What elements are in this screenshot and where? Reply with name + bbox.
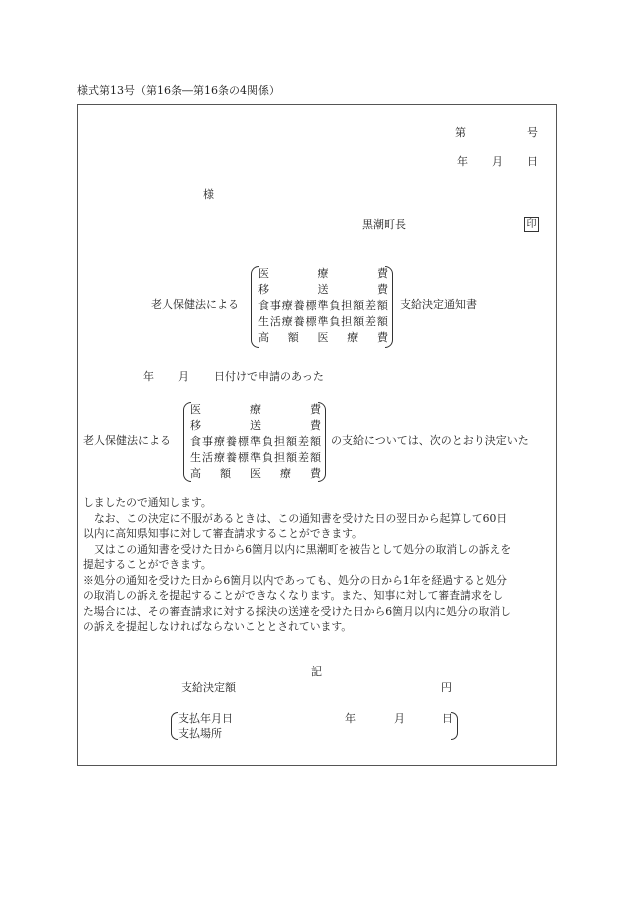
recipient-honorific: 様: [203, 188, 214, 201]
body-line: しましたので通知します。: [83, 496, 212, 509]
number-prefix: 第: [455, 126, 466, 139]
note-line: ※処分の通知を受けた日から6箇月以内であっても、処分の日から1年を経過すると処分: [83, 573, 507, 587]
amount-unit: 円: [441, 681, 452, 694]
date-year: 年: [457, 155, 468, 168]
decision-suffix: の支給については、次のとおり決定いた: [331, 434, 529, 447]
note-line: の取消しの訴えを提起することができなくなります。また、知事に対して審査請求をし: [83, 589, 504, 602]
decision-item: 高 額 医 療 費: [190, 467, 321, 480]
body-line: 以内に高知県知事に対して審査請求することができます。: [83, 527, 363, 540]
decision-item: 食 事 療 養 標 準 負 担 額 差 額: [190, 435, 321, 448]
body-line: 提起することができます。: [83, 558, 212, 571]
title-item: 移 送 費: [258, 283, 388, 296]
amount-label: 支給決定額: [181, 681, 236, 694]
payment-day: 日: [442, 712, 453, 725]
payment-place-label: 支払場所: [178, 727, 222, 740]
date-day: 日: [527, 155, 538, 168]
decision-item: 生 活 療 養 標 準 負 担 額 差 額: [190, 451, 321, 464]
decision-item: 医 療 費: [190, 403, 321, 416]
seal-stamp: 印: [524, 217, 539, 232]
title-item: 生 活 療 養 標 準 負 担 額 差 額: [258, 315, 388, 328]
decision-prefix: 老人保健法による: [83, 434, 171, 447]
title-suffix: 支給決定通知書: [400, 298, 477, 311]
title-item: 医 療 費: [258, 267, 388, 280]
title-item: 食 事 療 養 標 準 負 担 額 差 額: [258, 299, 388, 312]
payment-year: 年: [345, 712, 356, 725]
payment-month: 月: [394, 712, 405, 725]
note-line: た場合には、その審査請求に対する採決の送達を受けた日から6箇月以内に処分の取消し: [83, 604, 511, 618]
date-month: 月: [492, 155, 503, 168]
payment-date-label: 支払年月日: [178, 712, 233, 725]
body-text: [83, 495, 553, 635]
application-text: 日付けで申請のあった: [214, 370, 324, 383]
body-line: なお、この決定に不服があるときは、この通知書を受けた日の翌日から起算して60日: [94, 511, 508, 525]
form-title: 様式第13号（第16条―第16条の4関係）: [77, 84, 280, 97]
number-suffix: 号: [527, 126, 538, 139]
application-month: 月: [178, 370, 189, 383]
decision-item: 移 送 費: [190, 419, 321, 432]
title-item: 高 額 医 療 費: [258, 331, 388, 344]
note-line: の訴えを提起しなければならないこととされています。: [83, 620, 353, 633]
ki-heading: 記: [311, 665, 322, 678]
title-prefix: 老人保健法による: [151, 298, 239, 311]
application-year: 年: [143, 370, 154, 383]
issuer-name: 黒潮町長: [362, 218, 406, 231]
body-line: 又はこの通知書を受けた日から6箇月以内に黒潮町を被告として処分の取消しの訴えを: [94, 542, 512, 556]
payment-left-brace: [171, 712, 178, 740]
